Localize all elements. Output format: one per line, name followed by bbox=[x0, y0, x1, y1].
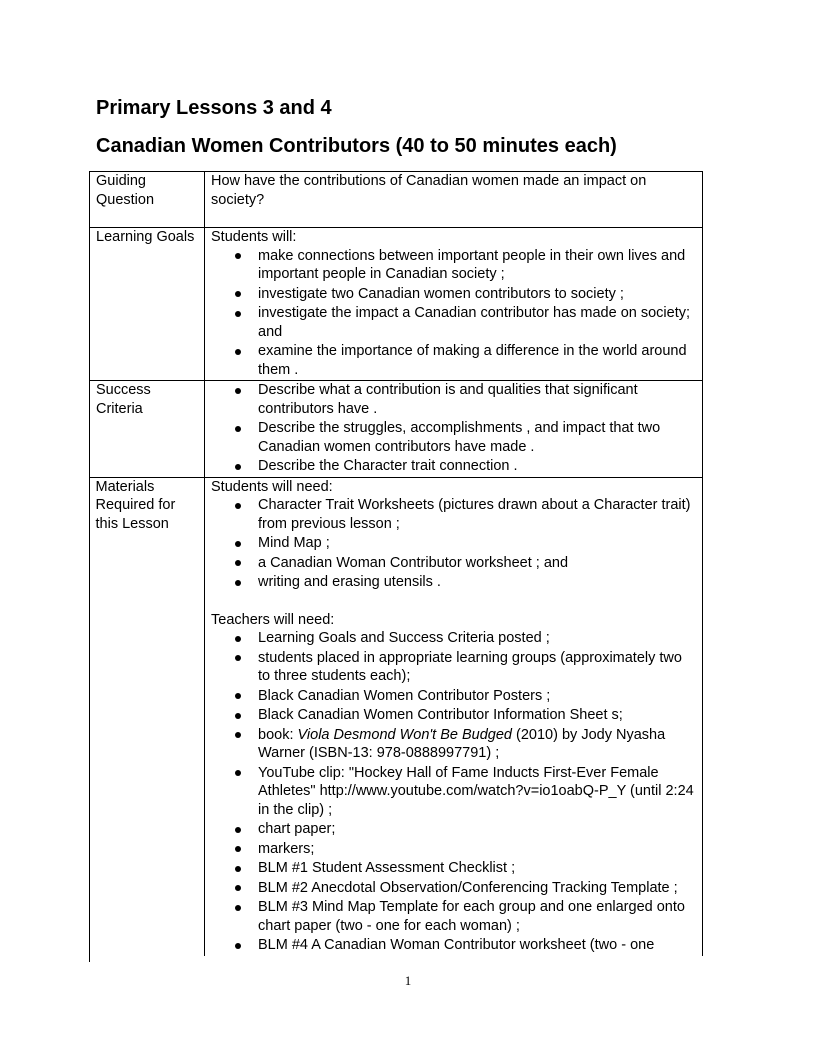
book-suffix: (2010) by Jody Nyasha Warner (ISBN-13: 978-0888997791) ; bbox=[258, 726, 666, 761]
page-subtitle: Canadian Women Contributors (40 to 50 minutes each) bbox=[96, 135, 617, 157]
list-item: students placed in appropriate learning groups (approximately two to three students each); bbox=[258, 649, 696, 686]
list-item: BLM #4 A Canadian Woman Contributor worksheet (two - one bbox=[258, 936, 696, 955]
book-prefix: book: bbox=[258, 726, 298, 743]
students-need-list bbox=[211, 496, 696, 592]
page-number: 1 bbox=[404, 973, 412, 988]
list-item: BLM #2 Anecdotal Observation/Conferencing Tracking Template ; bbox=[258, 879, 696, 898]
guiding-question-text: How have the contributions of Canadian women made an impact on society? bbox=[205, 172, 703, 228]
teachers-need-list bbox=[211, 629, 696, 955]
list-item: Describe what a contribution is and qualities that significant contributors have . bbox=[258, 381, 696, 418]
list-item: a Canadian Woman Contributor worksheet ; and bbox=[258, 554, 696, 573]
list-item: Black Canadian Women Contributor Posters ; bbox=[258, 687, 696, 706]
table-row-guiding-question bbox=[90, 172, 703, 228]
learning-goals-content bbox=[205, 228, 703, 381]
list-item: Describe the Character trait connection . bbox=[258, 457, 696, 476]
list-item: Character Trait Worksheets (pictures drawn about a Character trait) from previous lesson ; bbox=[258, 496, 696, 533]
success-criteria-content bbox=[205, 381, 703, 478]
lesson-table bbox=[89, 171, 703, 956]
list-item: Describe the struggles, accomplishments , and impact that two Canadian women contributors have made . bbox=[258, 419, 696, 456]
success-criteria-list bbox=[211, 381, 696, 476]
students-need-intro: Students will need: bbox=[211, 478, 333, 495]
list-item: BLM #1 Student Assessment Checklist ; bbox=[258, 859, 696, 878]
book-title: Viola Desmond Won't Be Budged bbox=[297, 726, 512, 743]
list-item: Learning Goals and Success Criteria posted ; bbox=[258, 629, 696, 648]
list-item: investigate the impact a Canadian contributor has made on society; and bbox=[258, 304, 696, 341]
table-row-materials bbox=[90, 477, 703, 956]
learning-goals-label: Learning Goals bbox=[90, 228, 205, 381]
list-item: markers; bbox=[258, 840, 696, 859]
list-item: Black Canadian Women Contributor Information Sheet s; bbox=[258, 706, 696, 725]
guiding-question-label: Guiding Question bbox=[90, 172, 205, 228]
table-left-border bbox=[89, 470, 90, 962]
teachers-need-intro: Teachers will need: bbox=[211, 611, 335, 628]
list-item: investigate two Canadian women contributors to society ; bbox=[258, 285, 696, 304]
materials-content bbox=[205, 477, 703, 956]
list-item-book bbox=[258, 726, 696, 763]
spacer bbox=[211, 593, 696, 611]
page-title: Primary Lessons 3 and 4 bbox=[96, 97, 332, 119]
learning-goals-intro: Students will: bbox=[211, 229, 297, 245]
list-item: YouTube clip: "Hockey Hall of Fame Inducts First-Ever Female Athletes" http://www.youtube.com/watch?v=io1oabQ-P_Y (until 2:24 in the clip) ; bbox=[258, 764, 696, 820]
list-item: examine the importance of making a difference in the world around them . bbox=[258, 342, 696, 379]
list-item: chart paper; bbox=[258, 820, 696, 839]
list-item: Mind Map ; bbox=[258, 534, 696, 553]
materials-label: Materials Required for this Lesson bbox=[90, 477, 205, 956]
list-item: make connections between important people in their own lives and important people in Canadian society ; bbox=[258, 247, 696, 284]
success-criteria-label: Success Criteria bbox=[90, 381, 205, 478]
table-row-learning-goals bbox=[90, 228, 703, 381]
learning-goals-list bbox=[211, 247, 696, 380]
list-item: writing and erasing utensils . bbox=[258, 573, 696, 592]
list-item: BLM #3 Mind Map Template for each group and one enlarged onto chart paper (two - one for each woman) ; bbox=[258, 898, 696, 935]
table-row-success-criteria bbox=[90, 381, 703, 478]
